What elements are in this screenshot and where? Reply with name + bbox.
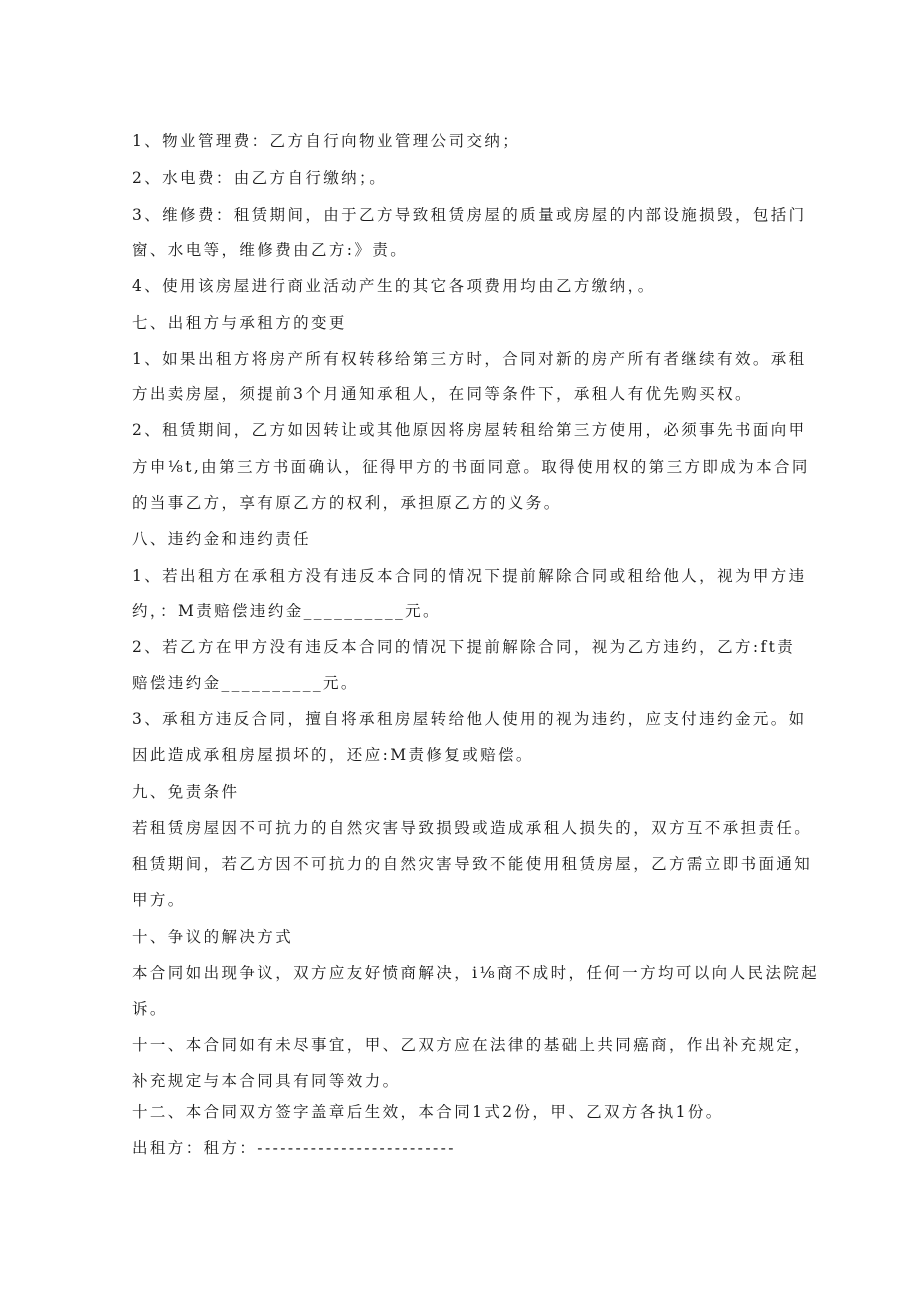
clause-line: 若租赁房屋因不可抗力的自然灾害导致损毁或造成承租人损失的，双方互不承担责任。: [132, 819, 813, 837]
clause-line: 1、如果出租方将房产所有权转移给第三方时，合同对新的房产所有者继续有效。承租: [132, 350, 807, 368]
clause-line: 方申⅛t,由第三方书面确认，征得甲方的书面同意。取得使用权的第三方即成为本合同: [132, 458, 810, 476]
clause-line: 2、水电费：由乙方自行缴纳；。: [132, 169, 388, 187]
clause-line: 十二、本合同双方签字盖章后生效，本合同1式2份，甲、乙双方各执1份。: [132, 1103, 724, 1121]
clause-line: 4、使用该房屋进行商业活动产生的其它各项费用均由乙方缴纳，。: [132, 277, 656, 295]
clause-line: 约，：M责赔偿违约金__________元。: [132, 602, 441, 620]
clause-line: 2、若乙方在甲方没有违反本合同的情况下提前解除合同，视为乙方违约，乙方:ft责: [132, 638, 796, 656]
signature-line: 出租方：租方：--------------------------: [132, 1139, 456, 1157]
clause-line: 租赁期间，若乙方因不可抗力的自然灾害导致不能使用租赁房屋，乙方需立即书面通知: [132, 855, 813, 873]
section-heading: 八、违约金和违约责任: [132, 530, 312, 548]
clause-line: 方出卖房屋，须提前3个月通知承租人，在同等条件下，承租人有优先购买权。: [132, 385, 753, 403]
clause-line: 的当事乙方，享有原乙方的权利，承担原乙方的义务。: [132, 494, 562, 512]
section-heading: 十、争议的解决方式: [132, 928, 294, 946]
clause-line: 3、维修费：租赁期间，由于乙方导致租赁房屋的质量或房屋的内部设施损毁，包括门: [132, 206, 807, 224]
clause-line: 十一、本合同如有未尽事宜，甲、乙双方应在法律的基础上共同癌商，作出补充规定，: [132, 1036, 813, 1054]
clause-line: 2、租赁期间，乙方如因转让或其他原因将房屋转租给第三方使用，必须事先书面向甲: [132, 421, 807, 439]
clause-line: 甲方。: [132, 891, 186, 909]
clause-line: 1、物业管理费：乙方自行向物业管理公司交纳；: [132, 132, 521, 150]
clause-line: 赔偿违约金__________元。: [132, 674, 359, 692]
clause-line: 因此造成承租房屋损坏的，还应:M责修复或赔偿。: [132, 746, 534, 764]
clause-line: 1、若出租方在承租方没有违反本合同的情况下提前解除合同或租给他人，视为甲方违: [132, 567, 807, 585]
section-heading: 七、出租方与承租方的变更: [132, 314, 347, 332]
clause-line: 本合同如出现争议，双方应友好愤商解决，i⅛商不成时，任何一方均可以向人民法院起: [132, 964, 820, 982]
clause-line: 补充规定与本合同具有同等效力。: [132, 1072, 401, 1090]
section-heading: 九、免责条件: [132, 783, 240, 801]
clause-line: 窗、水电等，维修费由乙方:》责。: [132, 241, 409, 259]
clause-line: 3、承租方违反合同，擅自将承租房屋转给他人使用的视为违约，应支付违约金元。如: [132, 710, 807, 728]
clause-line: 诉。: [132, 1000, 168, 1018]
